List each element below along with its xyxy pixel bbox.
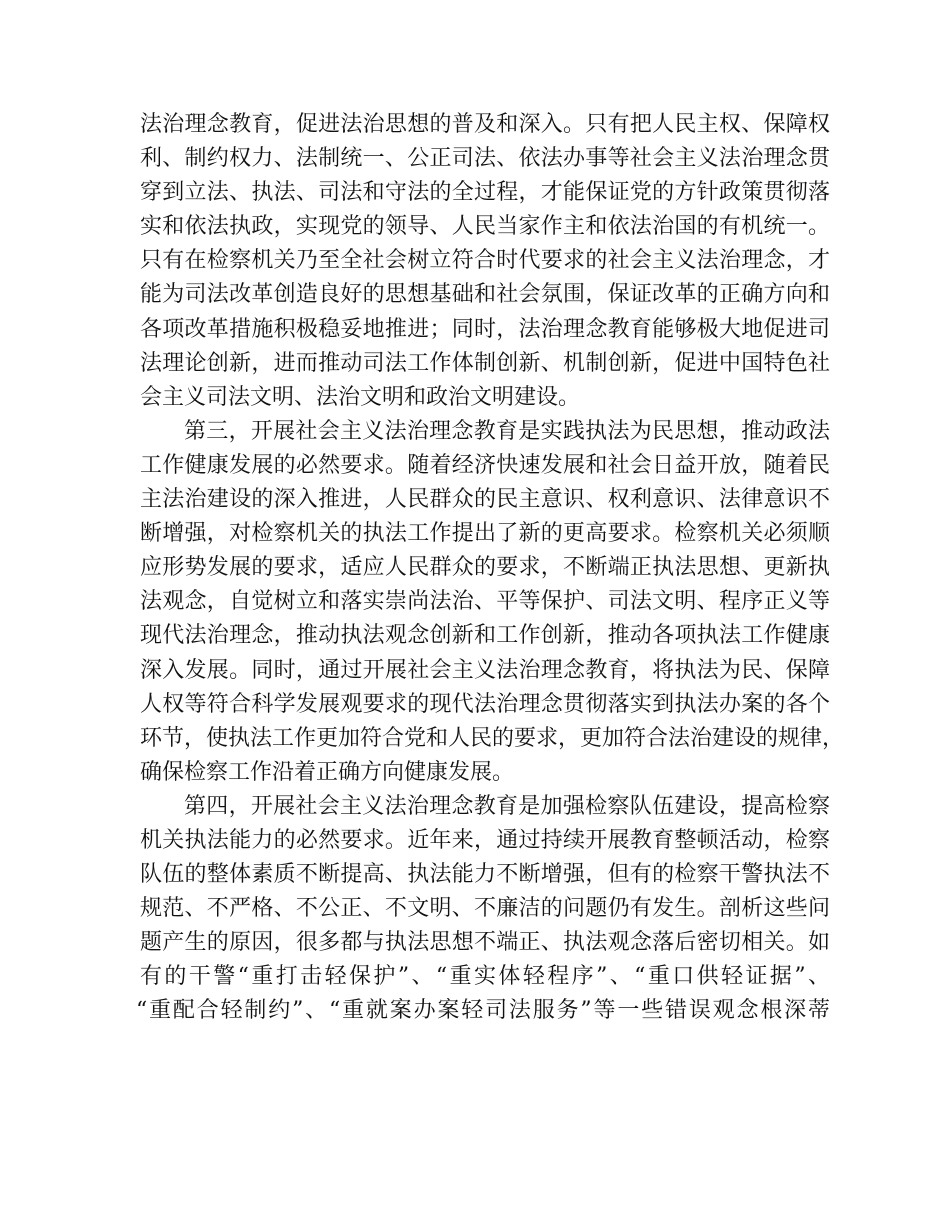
text-line: 机关执法能力的必然要求。近年来，通过持续开展教育整顿活动，检察 <box>140 827 830 853</box>
text-line: 能为司法改革创造良好的思想基础和社会氛围，保证改革的正确方向和 <box>140 282 830 308</box>
text-line: 队伍的整体素质不断提高、执法能力不断增强，但有的检察干警执法不 <box>140 862 830 888</box>
text-line: “重配合轻制约”、“重就案办案轻司法服务”等一些错误观念根深蒂 <box>136 998 830 1024</box>
text-line: 有的干警“重打击轻保护”、“重实体轻程序”、“重口供轻证据”、 <box>140 964 830 990</box>
text-line: 确保检察工作沿着正确方向健康发展。 <box>140 759 515 785</box>
paragraph-3 <box>136 790 830 1029</box>
text-line: 工作健康发展的必然要求。随着经济快速发展和社会日益开放，随着民 <box>140 452 830 478</box>
text-line: 法观念，自觉树立和落实崇尚法治、平等保护、司法文明、程序正义等 <box>140 589 830 615</box>
text-line: 应形势发展的要求，适应人民群众的要求，不断端正执法思想、更新执 <box>140 555 830 581</box>
text-line: 第三，开展社会主义法治理念教育是实践执法为民思想，推动政法 <box>184 418 830 444</box>
text-line: 深入发展。同时，通过开展社会主义法治理念教育，将执法为民、保障 <box>140 657 830 683</box>
text-line: 穿到立法、执法、司法和守法的全过程，才能保证党的方针政策贯彻落 <box>140 180 830 206</box>
text-line: 各项改革措施积极稳妥地推进；同时，法治理念教育能够极大地促进司 <box>140 316 830 342</box>
text-line: 断增强，对检察机关的执法工作提出了新的更高要求。检察机关必须顺 <box>140 521 830 547</box>
text-line: 实和依法执政，实现党的领导、人民当家作主和依法治国的有机统一。 <box>140 214 830 240</box>
paragraph-2 <box>140 415 845 790</box>
text-line: 法治理念教育，促进法治思想的普及和深入。只有把人民主权、保障权 <box>140 112 830 137</box>
text-line: 规范、不严格、不公正、不文明、不廉洁的问题仍有发生。剖析这些问 <box>140 896 830 922</box>
body-text <box>136 108 845 1029</box>
text-line: 现代法治理念，推动执法观念创新和工作创新，推动各项执法工作健康 <box>140 623 830 649</box>
text-line: 利、制约权力、法制统一、公正司法、依法办事等社会主义法治理念贯 <box>140 146 830 172</box>
text-line: 人权等符合科学发展观要求的现代法治理念贯彻落实到执法办案的各个 <box>140 691 830 717</box>
text-line: 环节，使执法工作更加符合党和人民的要求，更加符合法治建设的规律， <box>140 725 845 751</box>
text-line: 只有在检察机关乃至全社会树立符合时代要求的社会主义法治理念，才 <box>140 248 830 274</box>
text-line: 题产生的原因，很多都与执法思想不端正、执法观念落后密切相关。如 <box>140 930 830 956</box>
text-line: 会主义司法文明、法治文明和政治文明建设。 <box>140 384 581 410</box>
text-line: 法理论创新，进而推动司法工作体制创新、机制创新，促进中国特色社 <box>140 350 830 376</box>
text-line: 主法治建设的深入推进，人民群众的民主意识、权利意识、法律意识不 <box>140 487 830 513</box>
text-line: 第四，开展社会主义法治理念教育是加强检察队伍建设，提高检察 <box>184 793 830 819</box>
paragraph-1 <box>140 108 830 415</box>
